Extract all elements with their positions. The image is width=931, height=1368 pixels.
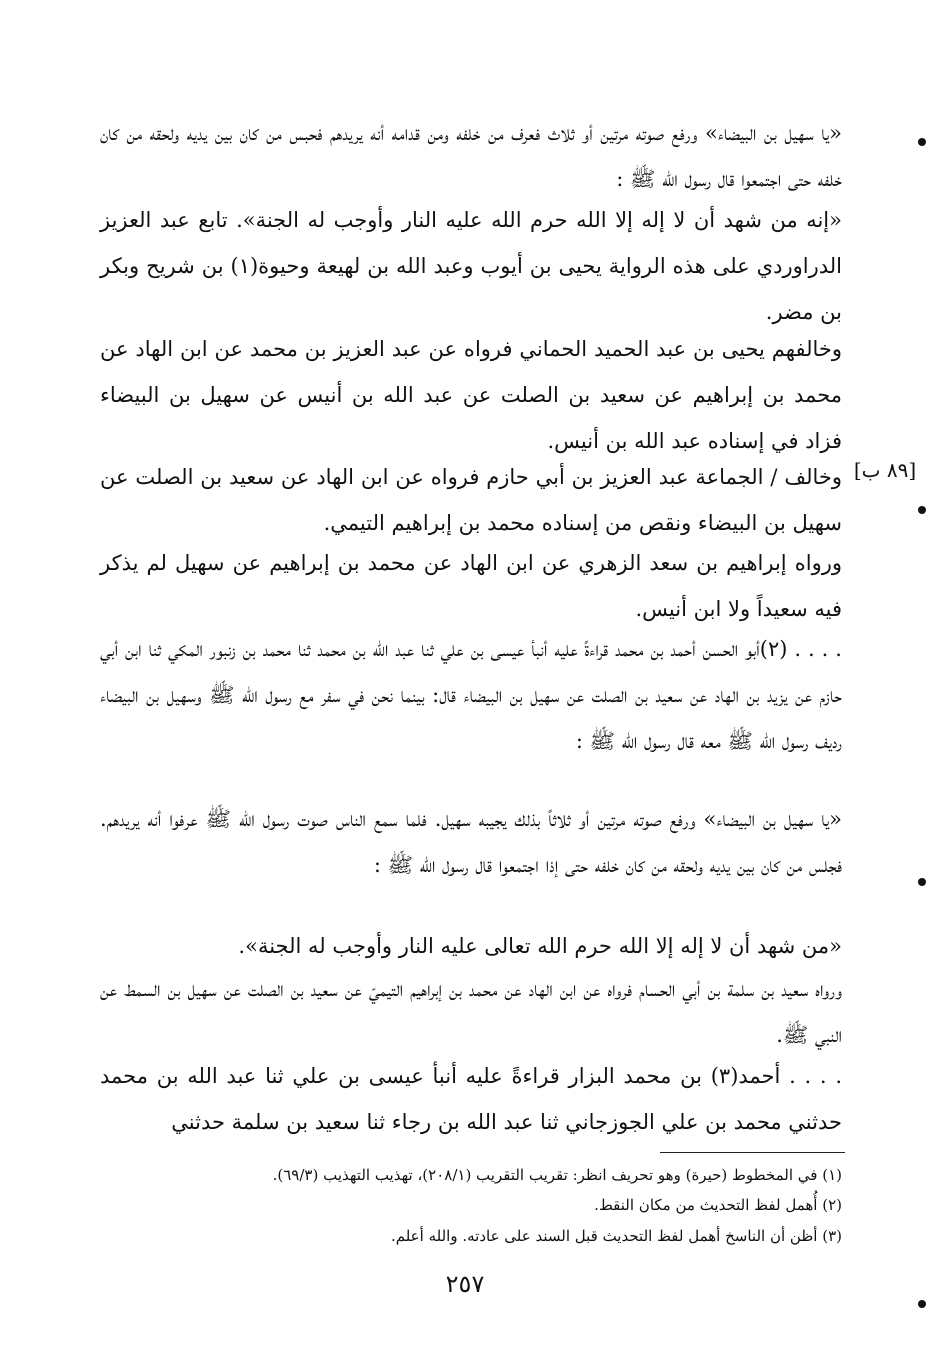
paragraph-2: «إنه من شهد أن لا إله إلا الله حرم الله عليه النار وأوجب له الجنة». تابع عبد العزيز الدراوردي على هذه الرواية يحيى بن أيوب وعبد الله بن لهيعة وحيوة(١) بن شريح وبكر بن مضر.	[100, 208, 842, 324]
paragraph-3: وخالفهم يحيى بن عبد الحميد الحماني فرواه عن عبد العزيز بن محمد عن ابن الهاد عن محمد بن إبراهيم عن سعيد بن الصلت عن عبد الله بن أنيس عن سهيل بن البيضاء فزاد في إسناده عبد الله بن أنيس.	[100, 337, 842, 453]
binding-mark	[918, 1300, 926, 1308]
binding-mark	[918, 506, 926, 514]
margin-folio-note: [٨٩ ب]	[853, 458, 917, 482]
paragraph-10: . . . . أحمد(٣) بن محمد البزار قراءةً عليه أنبأ عيسى بن علي ثنا عبد الله بن محمد حدثني محمد بن علي الجوزجاني ثنا عبد الله بن رجاء ثنا سعيد بن سلمة حدثني	[100, 1064, 843, 1134]
footnote-1: (١) في المخطوط (حيرة) وهو تحريف انظر: تقريب التقريب (٢٠٨/١)، تهذيب التهذيب (٦٩/٣).	[272, 1166, 842, 1184]
paragraph-6: . . . . (٢)أبو الحسن أحمد بن محمد قراءةً عليه أنبأ عيسى بن علي ثنا عبد الله بن محمد ثنا محمد بن زنبور المكي ثنا ابن أبي حازم عن يزيد بن الهاد عن سعيد بن الصلت عن سهيل بن البيضاء قال: بينما نحن في سفر مع رسول الله ﷺ وسهيل بن البيضاء رديف رسول الله ﷺ معه قال رسول الله ﷺ :	[100, 637, 842, 753]
paragraph-9: ورواه سعيد بن سلمة بن أبي الحسام فرواه عن ابن الهاد عن محمد بن إبراهيم التيميّ عن سعيد بن الصلت عن سهيل بن السمط عن النبي ﷺ.	[100, 977, 842, 1047]
binding-mark	[918, 138, 926, 146]
paragraph-8: «من شهد أن لا إله إلا الله حرم الله تعالى عليه النار وأوجب له الجنة».	[238, 934, 842, 958]
binding-mark	[918, 878, 926, 886]
footnote-3: (٣) أظن أن الناسخ أهمل لفظ التحديث قبل السند على عادته. والله أعلم.	[390, 1227, 842, 1245]
footnote-2: (٢) أُهمل لفظ التحديث من مكان النقط.	[594, 1196, 842, 1214]
paragraph-5: ورواه إبراهيم بن سعد الزهري عن ابن الهاد عن محمد بن إبراهيم عن سهيل لم يذكر فيه سعيداً ولا ابن أنيس.	[100, 551, 842, 621]
paragraph-1: «يا سهيل بن البيضاء» ورفع صوته مرتين أو ثلاث فعرف من خلفه ومن قدامه أنه يريدهم فحبس من كان بين يديه ولحقه من كان خلفه حتى اجتمعوا قال رسول الله ﷺ :	[100, 121, 842, 191]
paragraph-4: وخالف / الجماعة عبد العزيز بن أبي حازم فرواه عن ابن الهاد عن سعيد بن الصلت عن سهيل بن البيضاء ونقص من إسناده محمد بن إبراهيم التيمي.	[100, 465, 842, 535]
footnote-divider	[660, 1152, 845, 1153]
paragraph-7: «يا سهيل بن البيضاء» ورفع صوته مرتين أو ثلاثاً بذلك يجيبه سهيل. فلما سمع الناس صوت رسول الله ﷺ عرفوا أنه يريدهم. فجلس من كان بين يديه ولحقه من كان خلفه حتى إذا اجتمعوا قال رسول الله ﷺ :	[100, 807, 842, 877]
page-number: ٢٥٧	[445, 1270, 485, 1298]
